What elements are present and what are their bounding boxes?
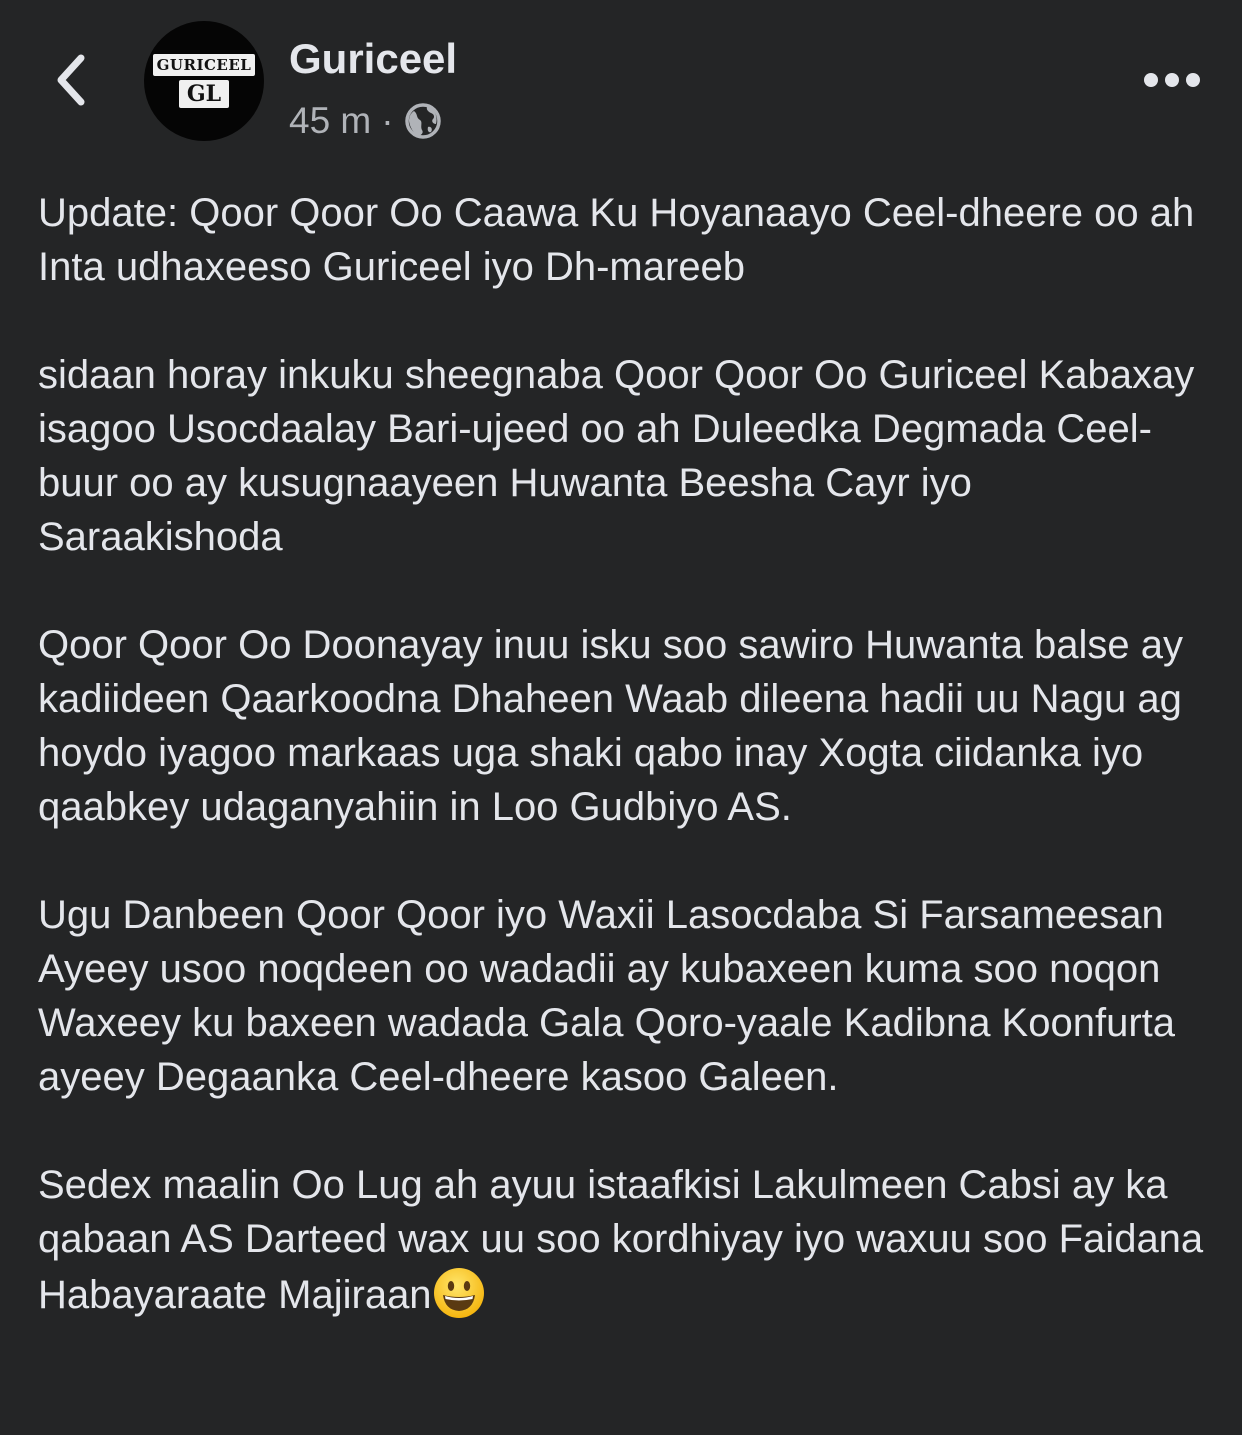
post-paragraph-last: [38, 1158, 1218, 1322]
post-text: [38, 186, 1218, 1376]
post-paragraph: Qoor Qoor Oo Doonayay inuu isku soo sawiro Huwanta balse ay kadiideen Qaarkoodna Dhaheen Waab dileena hadii uu Nagu ag hoydo iyagoo markaas uga shaki qabo inay Xogta ciidanka iyo qaabkey udaganyahiin in Loo Gudbiyo AS.: [38, 623, 1184, 829]
timestamp[interactable]: 45 m: [289, 100, 372, 141]
post-header: [0, 0, 1242, 170]
post-paragraph: sidaan horay inkuku sheegnaba Qoor Qoor Oo Guriceel Kabaxay isagoo Usocdaalay Bari-ujeed oo ah Duleedka Degmada Ceel-buur oo ay kusugnaayeen Huwanta Beesha Cayr iyo Saraakishoda: [38, 353, 1195, 559]
chevron-left-icon: [53, 52, 87, 108]
post-paragraph: Update: Qoor Qoor Oo Caawa Ku Hoyanaayo Ceel-dheere oo ah Inta udhaxeeso Guriceel iyo Dh-mareeb: [38, 191, 1195, 289]
back-button[interactable]: [40, 45, 100, 115]
post-paragraph-text: Sedex maalin Oo Lug ah ayuu istaafkisi Lakulmeen Cabsi ay ka qabaan AS Darteed wax uu soo kordhiyay iyo waxuu soo Faidana Habayaraate Majiraan: [38, 1163, 1204, 1317]
more-dot: [1186, 73, 1200, 87]
grinning-face-icon: [432, 1266, 486, 1320]
avatar-top-text: GURICEEL: [153, 54, 256, 76]
more-dot: [1165, 73, 1179, 87]
more-options-button[interactable]: [1136, 58, 1208, 102]
post-meta: [289, 98, 442, 144]
globe-icon[interactable]: [404, 102, 442, 140]
avatar-bottom-text: GL: [179, 80, 229, 108]
avatar[interactable]: [144, 21, 264, 141]
post-paragraph: Ugu Danbeen Qoor Qoor iyo Waxii Lasocdaba Si Farsameesan Ayeey usoo noqdeen oo wadadii ay kubaxeen kuma soo noqon Waxeey ku baxeen wadada Gala Qoro-yaale Kadibna Koonfurta ayeey Degaanka Ceel-dheere kasoo Galeen.: [38, 893, 1176, 1099]
more-dot: [1144, 73, 1158, 87]
page-name[interactable]: Guriceel: [289, 35, 458, 82]
meta-separator: ·: [381, 100, 394, 141]
